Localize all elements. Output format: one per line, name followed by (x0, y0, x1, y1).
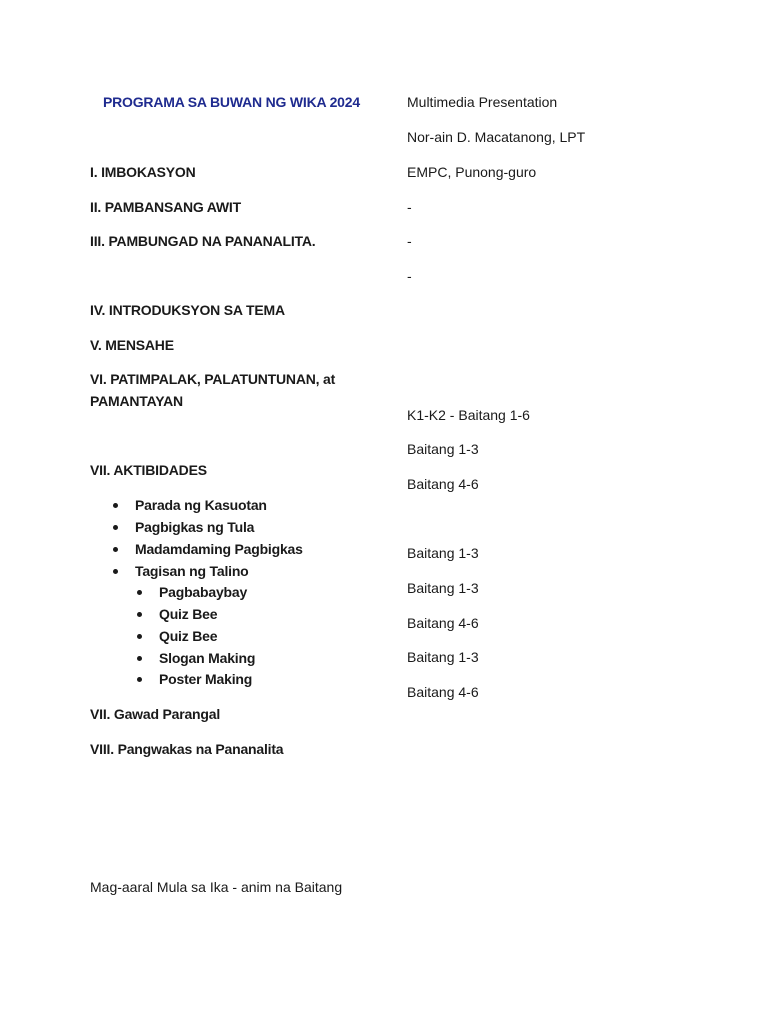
right-grade: Baitang 1-3 (407, 580, 479, 596)
sub-activity-item: Quiz Bee (159, 628, 218, 644)
item-introduksyon: IV. INTRODUKSYON SA TEMA (90, 302, 285, 318)
program-title: PROGRAMA SA BUWAN NG WIKA 2024 (103, 94, 360, 110)
activity-item: Madamdaming Pagbigkas (135, 541, 303, 557)
activity-item: Parada ng Kasuotan (135, 497, 267, 513)
right-grade: Baitang 4-6 (407, 476, 479, 492)
right-grade: Baitang 1-3 (407, 649, 479, 665)
item-pangwakas: VIII. Pangwakas na Pananalita (90, 741, 284, 757)
right-speaker: Nor-ain D. Macatanong, LPT (407, 129, 586, 145)
sub-activity-item: Quiz Bee (159, 606, 218, 622)
item-aktibidades: VII. AKTIBIDADES (90, 462, 207, 478)
sub-activity-item: Slogan Making (159, 650, 256, 666)
bullet-dot (137, 677, 142, 682)
item-gawad-parangal: VII. Gawad Parangal (90, 706, 221, 722)
right-grade: Baitang 1-3 (407, 441, 479, 457)
item-patimpalak: VI. PATIMPALAK, PALATUNTUNAN, at PAMANTAYAN (90, 371, 336, 409)
sub-activity-item: Pagbabaybay (159, 584, 248, 600)
item-pambungad: III. PAMBUNGAD NA PANANALITA. (90, 233, 316, 249)
footer-note: Mag-aaral Mula sa Ika - anim na Baitang (90, 879, 343, 895)
bullet-dot (137, 634, 142, 639)
bullet-dot (137, 656, 142, 661)
item-pambansang-awit: II. PAMBANSANG AWIT (90, 199, 241, 215)
bullet-dot (113, 569, 118, 574)
activity-item: Tagisan ng Talino (135, 563, 249, 579)
bullet-dot (113, 503, 118, 508)
bullet-dot (137, 590, 142, 595)
bullet-dot (113, 547, 118, 552)
bullet-dot (113, 525, 118, 530)
right-dash: - (407, 199, 412, 215)
item-mensahe: V. MENSAHE (90, 337, 174, 353)
right-grade: Baitang 4-6 (407, 615, 479, 631)
right-grade: Baitang 1-3 (407, 545, 479, 561)
right-multimedia: Multimedia Presentation (407, 94, 558, 110)
sub-activity-item: Poster Making (159, 671, 253, 687)
right-dash: - (407, 268, 412, 284)
bullet-dot (137, 612, 142, 617)
item-imbokasyon: I. IMBOKASYON (90, 164, 196, 180)
right-dash: - (407, 233, 412, 249)
right-principal: EMPC, Punong-guro (407, 164, 537, 180)
right-grade: Baitang 4-6 (407, 684, 479, 700)
right-grade: K1-K2 - Baitang 1-6 (407, 407, 530, 423)
activity-item: Pagbigkas ng Tula (135, 519, 255, 535)
